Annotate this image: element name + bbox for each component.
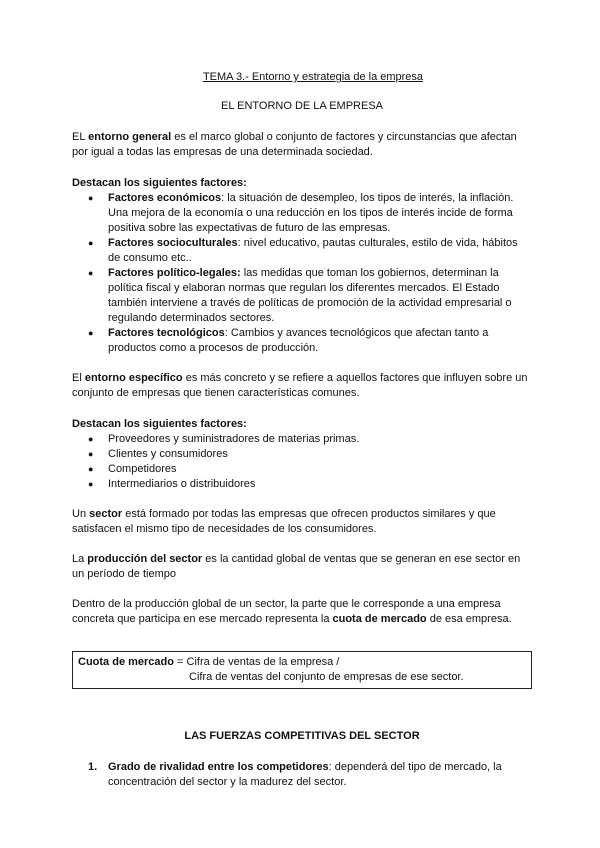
term-sector: sector (89, 508, 123, 520)
bullet-icon: ● (88, 434, 94, 444)
formula-denominator: Cifra de ventas del conjunto de empresas de ese sector. (189, 671, 464, 683)
section-title: EL ENTORNO DE LA EMPRESA (221, 100, 383, 112)
bullet-icon: ● (88, 238, 94, 248)
bullet-icon: ● (88, 268, 94, 278)
general-environment-paragraph: EL entorno general es el marco global o conjunto de factores y circunstancias que afectan por igual a todas las empresas de una determinada sociedad. (72, 131, 517, 158)
list-item: ● Factores económicos: la situación de desempleo, los tipos de interés, la inflación. Una mejora de la economía o una reducción en los tipos de interés incide de forma positiva sobre las expectativas de futuro de las empresas. (88, 192, 514, 234)
production-paragraph: La producción del sector es la cantidad global de ventas que se generan en ese sector en un período de tiempo (72, 553, 521, 580)
term-general-environment: entorno general (88, 131, 172, 143)
specific-factors-heading: Destacan los siguientes factores: (72, 418, 247, 430)
formula-term: Cuota de mercado (78, 656, 174, 668)
list-item: ● Clientes y consumidores (88, 448, 228, 460)
bullet-icon: ● (88, 479, 94, 489)
list-item: ● Proveedores y suministradores de materias primas. (88, 433, 360, 445)
bullet-icon: ● (88, 193, 94, 203)
list-item: ● Competidores (88, 463, 177, 475)
bullet-icon: ● (88, 464, 94, 474)
market-share-formula-box (72, 651, 532, 689)
term-production: producción del sector (87, 553, 203, 565)
bullet-icon: ● (88, 328, 94, 338)
term-specific-environment: entorno específico (84, 372, 183, 384)
specific-environment-paragraph: El entorno específico es más concreto y se refiere a aquellos factores que influyen sobre un conjunto de empresas que tienen características comunes. (72, 372, 528, 399)
term-market-share: cuota de mercado (332, 613, 427, 625)
list-item: ● Factores tecnológicos: Cambios y avances tecnológicos que afectan tanto a productos como a procesos de producción. (88, 327, 489, 354)
list-item: ● Factores político-legales: las medidas que toman los gobiernos, determinan la política fiscal y elaboran normas que regulan los diferentes mercados. El Estado también interviene a través de políticas de promoción de la actividad empresarial o regulando determinados sectores. (88, 267, 512, 324)
document-title: TEMA 3.- Entorno y estrategia de la empresa (202, 71, 424, 83)
list-item: ● Intermediarios o distribuidores (88, 478, 256, 490)
bullet-icon: ● (88, 449, 94, 459)
forces-section-title: LAS FUERZAS COMPETITIVAS DEL SECTOR (184, 730, 420, 742)
document-page (72, 70, 532, 790)
market-share-paragraph: Dentro de la producción global de un sector, la parte que le corresponde a una empresa concreta que participa en ese mercado representa la cuota de mercado de esa empresa. (72, 598, 512, 625)
specific-factors-list (72, 432, 532, 492)
sector-paragraph: Un sector está formado por todas las empresas que ofrecen productos similares y que satisfacen el mismo tipo de necesidades de los consumidores. (72, 508, 496, 535)
formula-numerator: = Cifra de ventas de la empresa / (173, 656, 340, 668)
general-factors-heading: Destacan los siguientes factores: (72, 177, 247, 189)
list-item: ● Factores socioculturales: nivel educativo, pautas culturales, estilo de vida, hábitos de consumo etc.. (88, 237, 518, 264)
forces-list (72, 760, 532, 790)
list-item: 1. Grado de rivalidad entre los competidores: dependerá del tipo de mercado, la concentración del sector y la madurez del sector. (88, 761, 502, 788)
general-factors-list (72, 191, 532, 356)
